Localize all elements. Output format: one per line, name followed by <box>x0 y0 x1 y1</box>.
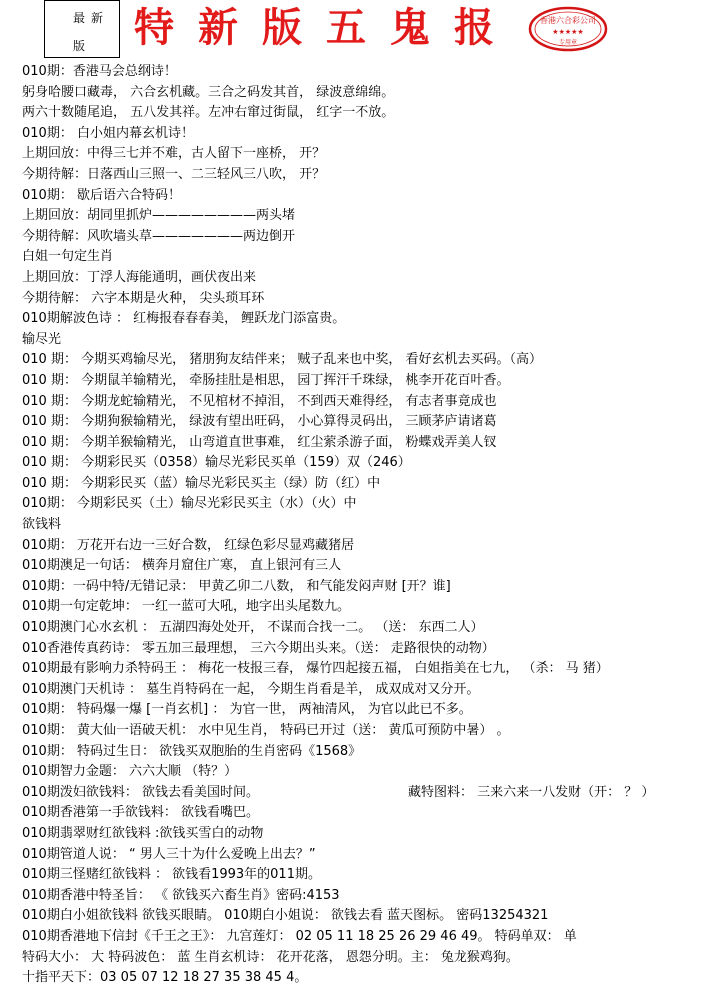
text-line-content: 010期泼妇欲钱料： 欲钱去看美国时间。 <box>22 784 259 800</box>
article-body <box>22 62 717 989</box>
text-line-content: 十指平天下：03 05 07 12 18 27 35 38 45 4。 <box>22 970 308 986</box>
text-line-content: 010 期： 今期狗猴输精光， 绿波有望出旺码， 小心算得灵码出， 三顾茅庐请诸葛 <box>22 414 497 430</box>
text-line-content: 010 期： 今期羊猴输精光， 山弯道直世事难， 红尘萦杀游子面， 粉蝶戏弄美人钗 <box>22 434 497 450</box>
text-line-content: 010期： 黄大仙一语破天机： 水中见生肖， 特码已开过（送： 黄瓜可预防中暑） 。 <box>22 723 510 738</box>
text-line <box>22 618 717 639</box>
svg-text:★★★★★: ★★★★★ <box>552 28 584 36</box>
text-line-content: 上期回放：胡同里抓炉————————两头堵 <box>22 208 296 224</box>
text-line <box>22 474 717 495</box>
text-line <box>22 309 717 330</box>
text-line <box>22 453 717 474</box>
text-line <box>22 721 717 742</box>
text-line-content: 010期白小姐欲钱料 欲钱买眼睛。 010期白小姐说： 欲钱去看 蓝天图标。 密码13254321 <box>22 908 549 924</box>
text-line-content: 白姐一句定生肖 <box>22 249 114 265</box>
text-line <box>22 144 717 165</box>
text-line <box>22 639 717 660</box>
text-line <box>22 206 717 227</box>
text-line <box>22 968 717 989</box>
text-line <box>22 494 717 515</box>
text-line <box>22 803 717 824</box>
text-line-content: 010期： 万花开右边一三好合数， 红绿色彩尽显鸡藏猪居 <box>22 537 355 553</box>
text-line-content: 两六十数随尾追， 五八发其祥。左冲右窜过街鼠， 红字一不放。 <box>22 105 395 121</box>
svg-text:专用章: 专用章 <box>558 39 578 46</box>
text-line <box>22 783 717 804</box>
text-line-content: 010期： 特码爆一爆 [一肖玄机] ： 为官一世， 两袖清风， 为官以此已不多。 <box>22 702 472 718</box>
text-line-content: 010期： 白小姐内幕玄机诗！ <box>22 125 194 141</box>
text-line <box>22 762 717 783</box>
edition-label-line2: 版 <box>73 39 86 53</box>
text-line <box>22 247 717 268</box>
edition-box <box>44 0 120 58</box>
text-line-content: 今期待解：日落西山三照一、二三轻风三八吹， 开？ <box>22 166 326 182</box>
text-line-content: 010期澳足一句话： 横奔月窟住广寒， 直上银河有三人 <box>22 558 342 574</box>
page-header <box>0 0 722 62</box>
text-line <box>22 371 717 392</box>
edition-label-line1: 最新 <box>73 11 110 25</box>
text-line <box>22 289 717 310</box>
text-line-content: 特码大小： 大 特码波色： 蓝 生肖玄机诗： 花开花落， 恩怨分明。主： 兔龙猴鸡狗。 <box>22 949 519 965</box>
text-line <box>22 433 717 454</box>
text-line <box>22 577 717 598</box>
text-line-content: 躬身哈腰口藏毒， 六合玄机藏。三合之码发其首， 绿波意绵绵。 <box>22 84 395 100</box>
page-title: 特新版五鬼报 <box>134 4 518 51</box>
text-line <box>22 392 717 413</box>
text-line-content: 010期香港中特圣旨： 《 欲钱买六畜生肖》密码:4153 <box>22 887 340 903</box>
svg-text:香港六合彩公司: 香港六合彩公司 <box>540 16 596 25</box>
text-line-content: 010香港传真药诗： 零五加三最理想， 三六今期出头来。（送： 走路很快的动物） <box>22 640 495 656</box>
text-line <box>22 186 717 207</box>
text-line-content: 010期三怪赌红欲钱料 ： 欲钱看1993年的011期。 <box>22 867 321 883</box>
text-line-content: 010 期： 今期龙蛇输精光， 不见棺材不掉泪， 不到西天难得经， 有志者事竟成也 <box>22 393 497 409</box>
text-line <box>22 165 717 186</box>
text-line-content: 010期智力金题： 六六大顺 （特？） <box>22 764 238 780</box>
text-line-content: 010 期： 今期买鸡输尽光， 猪朋狗友结伴来； 贼子乱来也中奖， 看好玄机去买码。（高） <box>22 352 542 368</box>
text-line-content: 010期澳门心水玄机 ： 五湖四海处处开， 不谋而合找一二。 （送： 东西二人） <box>22 620 484 636</box>
text-line <box>22 886 717 907</box>
text-line-content: 010期翡翠财红欲钱料 :欲钱买雪白的动物 <box>22 825 264 841</box>
text-line-content: 010期香港第一手欲钱料： 欲钱看嘴巴。 <box>22 805 259 821</box>
seal-stamp-icon <box>528 6 608 52</box>
text-line <box>22 412 717 433</box>
text-line-right: 藏特图料： 三来六来一八发财（开： ？ ） <box>408 784 655 800</box>
text-line-content: 010期： 特码过生日： 欲钱买双胞胎的生肖密码《1568》 <box>22 743 362 759</box>
text-line-content: 今期待解：风吹墙头草———————两边倒开 <box>22 228 296 244</box>
text-line <box>22 556 717 577</box>
text-line-content: 今期待解： 六字本期是火种， 尖头琐耳环 <box>22 290 265 306</box>
text-line <box>22 536 717 557</box>
text-line <box>22 62 717 83</box>
text-line <box>22 906 717 927</box>
text-line <box>22 515 717 536</box>
text-line-content: 010期解波色诗 ： 红梅报春春春美， 鲤跃龙门添富贵。 <box>22 311 346 327</box>
text-line <box>22 680 717 701</box>
text-line-content: 010期：一码中特/无错记录： 甲黄乙卯二八数， 和气能发闷声财 [开？谁] <box>22 578 451 594</box>
text-line-content: 010 期： 今期彩民买（蓝）输尽光彩民买主（绿）防（红）中 <box>22 475 381 491</box>
text-line-content: 010期管道人说： “ 男人三十为什么爱晚上出去？” <box>22 846 316 862</box>
text-line <box>22 350 717 371</box>
text-line <box>22 227 717 248</box>
text-line <box>22 824 717 845</box>
text-line-content: 010 期： 今期彩民买（0358）输尽光彩民买单（159）双（246） <box>22 455 411 471</box>
text-line <box>22 927 717 948</box>
text-line <box>22 742 717 763</box>
text-line-content: 010期： 今期彩民买（土）输尽光彩民买主（水）（火）中 <box>22 496 357 512</box>
text-line-content: 欲钱料 <box>22 517 62 533</box>
text-line-content: 上期回放：丁浮人海能通明，画伏夜出来 <box>22 269 257 285</box>
text-line <box>22 124 717 145</box>
text-line <box>22 948 717 969</box>
text-line-content: 010期：香港马会总纲诗！ <box>22 64 177 79</box>
text-line-content: 输尽光 <box>22 331 62 347</box>
text-line <box>22 330 717 351</box>
text-line-content: 上期回放：中得三七并不难，古人留下一座桥， 开？ <box>22 146 326 162</box>
text-line <box>22 865 717 886</box>
text-line <box>22 268 717 289</box>
text-line <box>22 597 717 618</box>
text-line-content: 010期一句定乾坤： 一红一蓝可大吼，地字出头尾数九。 <box>22 599 350 615</box>
text-line-content: 010期最有影响力杀特码王 ： 梅花一枝报三春， 爆竹四起接五福， 白姐指美在七九， （杀： 马 猪） <box>22 661 609 677</box>
text-line-content: 010期香港地下信封《千王之王》： 九宫莲灯： 02 05 11 18 25 26 29 46 49。 特码单双： 单 <box>22 928 577 944</box>
text-line <box>22 103 717 124</box>
text-line <box>22 700 717 721</box>
text-line-content: 010期澳门天机诗 ： 墓生肖特码在一起， 今期生肖看是羊， 成双成对又分开。 <box>22 681 480 697</box>
text-line <box>22 83 717 104</box>
text-line <box>22 659 717 680</box>
text-line <box>22 845 717 866</box>
text-line-content: 010 期： 今期鼠羊输精光， 牵肠挂肚是相思， 园丁挥汗千珠绿， 桃李开花百叶香。 <box>22 372 510 388</box>
text-line-content: 010期： 歇后语六合特码！ <box>22 187 181 203</box>
